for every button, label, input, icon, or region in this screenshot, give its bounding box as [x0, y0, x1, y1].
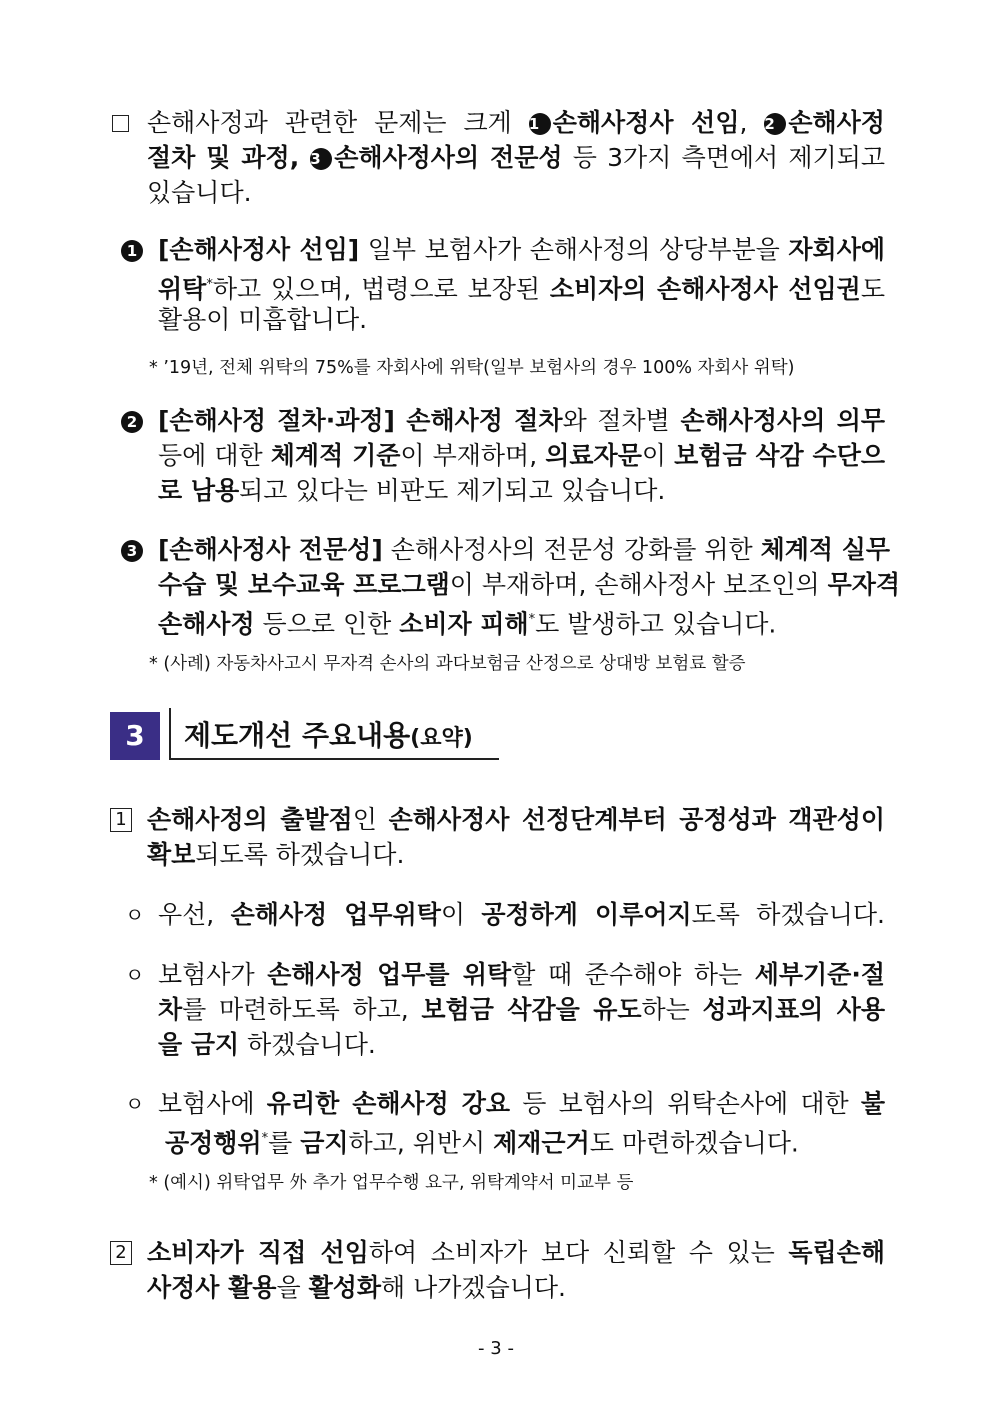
item-bold: 체계적 실무	[760, 535, 891, 564]
b-text: 를	[268, 1128, 301, 1158]
footnote-marker: *	[261, 1131, 269, 1146]
circled-number-icon: 1	[121, 240, 143, 262]
b-bold: 제재근거	[493, 1128, 590, 1158]
boxed-number-icon: 2	[110, 1241, 132, 1265]
boxed-number-icon: 1	[110, 808, 132, 832]
b-bold: 유리한 손해사정 강요	[266, 1089, 511, 1118]
s1-line1	[147, 803, 885, 837]
footnote-marker: *	[206, 277, 213, 292]
item-bold: 자회사에	[788, 235, 885, 264]
s-bold: 소비자가 직접 선임	[147, 1238, 369, 1267]
b2-line1	[158, 958, 885, 992]
item-heading: [손해사정사 전문성]	[158, 535, 383, 564]
p1-text: ,	[739, 108, 765, 137]
b3-footnote: * (예시) 위탁업무 外 추가 업무수행 요구, 위탁계약서 미교부 등	[149, 1173, 634, 1193]
section-divider-vertical	[169, 708, 171, 760]
item-bold: 체계적 기준	[270, 441, 401, 470]
circle-bullet-icon: ㅇ	[125, 903, 145, 927]
item-bold: 로 남용	[158, 476, 240, 505]
item-bold: 소비자 피해	[399, 609, 529, 639]
b-text: 우선,	[158, 900, 231, 929]
b1-line1	[158, 898, 885, 932]
s-bold: 손해사정의 출발점	[147, 805, 353, 834]
b-text: 도 마련하겠습니다.	[589, 1128, 799, 1158]
item-text: 하고 있으며, 법령으로 보장된	[212, 274, 550, 304]
item-text: 손해사정사의 전문성 강화를 위한	[382, 535, 761, 564]
p1-text: 손해사정과 관련한 문제는 크게	[147, 108, 529, 137]
b-text: 이	[440, 900, 482, 929]
item1-line1	[158, 233, 885, 267]
s-bold: 손해사정사 선정단계부터 공정성과 객관성이	[388, 805, 885, 834]
s-bold: 확보	[147, 840, 196, 869]
section-number-badge: 3	[110, 712, 160, 760]
item3-footnote: * (사례) 자동차사고시 무자격 손사의 과다보험금 산정으로 상대방 보험료 할증	[149, 654, 746, 674]
b-bold: 세부기준·절	[754, 960, 885, 989]
item-text: 이	[641, 441, 675, 470]
p1-bold: 손해사정사의 전문성	[334, 143, 563, 172]
s-text: 되도록 하겠습니다.	[195, 840, 405, 869]
b-bold: 공정하게 이루어지	[481, 900, 692, 929]
b-text: 등 보험사의 위탁손사에 대한	[510, 1089, 861, 1118]
circled-number-icon: 3	[310, 148, 332, 170]
p1-line3	[147, 176, 252, 210]
p1-bold: 절차 및 과정,	[147, 143, 311, 172]
b-bold: 손해사정 업무위탁	[230, 900, 441, 929]
circled-number-icon: 3	[121, 540, 143, 562]
section-title	[184, 714, 473, 761]
item-text: 등으로 인한	[254, 609, 400, 639]
item3-line3	[158, 603, 776, 641]
footnote-marker: *	[528, 612, 536, 627]
item-text: 활용이 미흡합니다.	[158, 305, 368, 334]
item-bold: 손해사정 절차	[394, 406, 563, 435]
s-bold: 사정사 활용	[147, 1273, 277, 1302]
item-bold: 손해사정사의 의무	[680, 406, 886, 435]
item-bold: 무자격	[827, 570, 901, 599]
item-text: 도	[860, 274, 885, 304]
b-text: 하는	[641, 995, 703, 1024]
s-text: 하여 소비자가 보다 신뢰할 수 있는	[368, 1238, 789, 1267]
b-bold: 차	[158, 995, 183, 1024]
b-text: 하겠습니다.	[239, 1030, 376, 1059]
b2-line2	[158, 993, 885, 1027]
b-bold: 보험금 삭감을 유도	[421, 995, 642, 1024]
item-bold: 보험금 삭감 수단으	[674, 441, 885, 470]
b-bold: 을 금지	[158, 1030, 240, 1059]
s2-line2	[147, 1271, 566, 1305]
b-text: 도록 하겠습니다.	[691, 900, 885, 929]
item-bold: 위탁	[158, 274, 207, 304]
item-bold: 의료자문	[545, 441, 642, 470]
s2-line1	[147, 1236, 885, 1270]
circle-bullet-icon: ㅇ	[125, 963, 145, 987]
p1-bold: 손해사정사 선임	[552, 108, 740, 137]
p1-bold: 손해사정	[788, 108, 885, 137]
s-text: 해 나가겠습니다.	[381, 1273, 566, 1302]
p1-text: 있습니다.	[147, 178, 252, 207]
item-bold: 소비자의 손해사정사 선임권	[549, 274, 861, 304]
item-heading: [손해사정사 선임]	[158, 235, 360, 264]
item2-line2	[158, 439, 885, 473]
item1-footnote: * ’19년, 전체 위탁의 75%를 자회사에 위탁(일부 보험사의 경우 100% 자회사 위탁)	[149, 358, 795, 378]
page-number: - 3 -	[478, 1338, 514, 1359]
b-bold: 공정행위	[165, 1128, 262, 1158]
item-bold: 손해사정	[158, 609, 255, 639]
square-bullet-icon	[112, 115, 129, 132]
s-bold: 활성화	[308, 1273, 382, 1302]
item-text: 일부 보험사가 손해사정의 상당부분을	[359, 235, 789, 264]
item1-line2	[158, 268, 885, 306]
item-bold: 수습 및 보수교육 프로그램	[158, 570, 450, 599]
b-bold: 손해사정 업무를 위탁	[267, 960, 512, 989]
item-text: 되고 있다는 비판도 제기되고 있습니다.	[239, 476, 666, 505]
item3-line1	[158, 533, 891, 567]
b-text: 를 마련하도록 하고,	[182, 995, 422, 1024]
circled-number-icon: 2	[121, 411, 143, 433]
b-bold: 금지	[300, 1128, 349, 1158]
circle-bullet-icon: ㅇ	[125, 1092, 145, 1116]
b3-line1	[158, 1087, 885, 1121]
item-text: 도 발생하고 있습니다.	[535, 609, 777, 639]
b2-line3	[158, 1028, 376, 1062]
b-text: 하고, 위반시	[348, 1128, 494, 1158]
b-text: 보험사에	[158, 1089, 267, 1118]
item2-line3	[158, 474, 665, 508]
item2-line1	[158, 404, 885, 438]
p1-line1	[147, 106, 885, 140]
section-title-text: 제도개선 주요내용	[184, 719, 411, 752]
circled-number-icon: 2	[764, 113, 786, 135]
p1-text: 등 3가지 측면에서 제기되고	[562, 143, 886, 172]
s-text: 인	[352, 805, 389, 834]
item-heading: [손해사정 절차·과정]	[158, 406, 395, 435]
b-bold: 성과지표의 사용	[702, 995, 885, 1024]
b3-line2	[165, 1122, 799, 1160]
item-text: 등에 대한	[158, 441, 271, 470]
item1-line3	[158, 303, 367, 337]
s-bold: 독립손해	[788, 1238, 885, 1267]
s1-line2	[147, 838, 404, 872]
item-text: 와 절차별	[562, 406, 681, 435]
circled-number-icon: 1	[529, 113, 551, 135]
item3-line2	[158, 568, 901, 602]
section-title-suffix: (요약)	[410, 726, 473, 751]
s-text: 을	[276, 1273, 309, 1302]
b-text: 보험사가	[158, 960, 268, 989]
item-text: 이 부재하며,	[400, 441, 546, 470]
p1-line2	[147, 141, 885, 175]
b-text: 할 때 준수해야 하는	[511, 960, 755, 989]
item-text: 이 부재하며, 손해사정사 보조인의	[449, 570, 828, 599]
b-bold: 불	[860, 1089, 885, 1118]
